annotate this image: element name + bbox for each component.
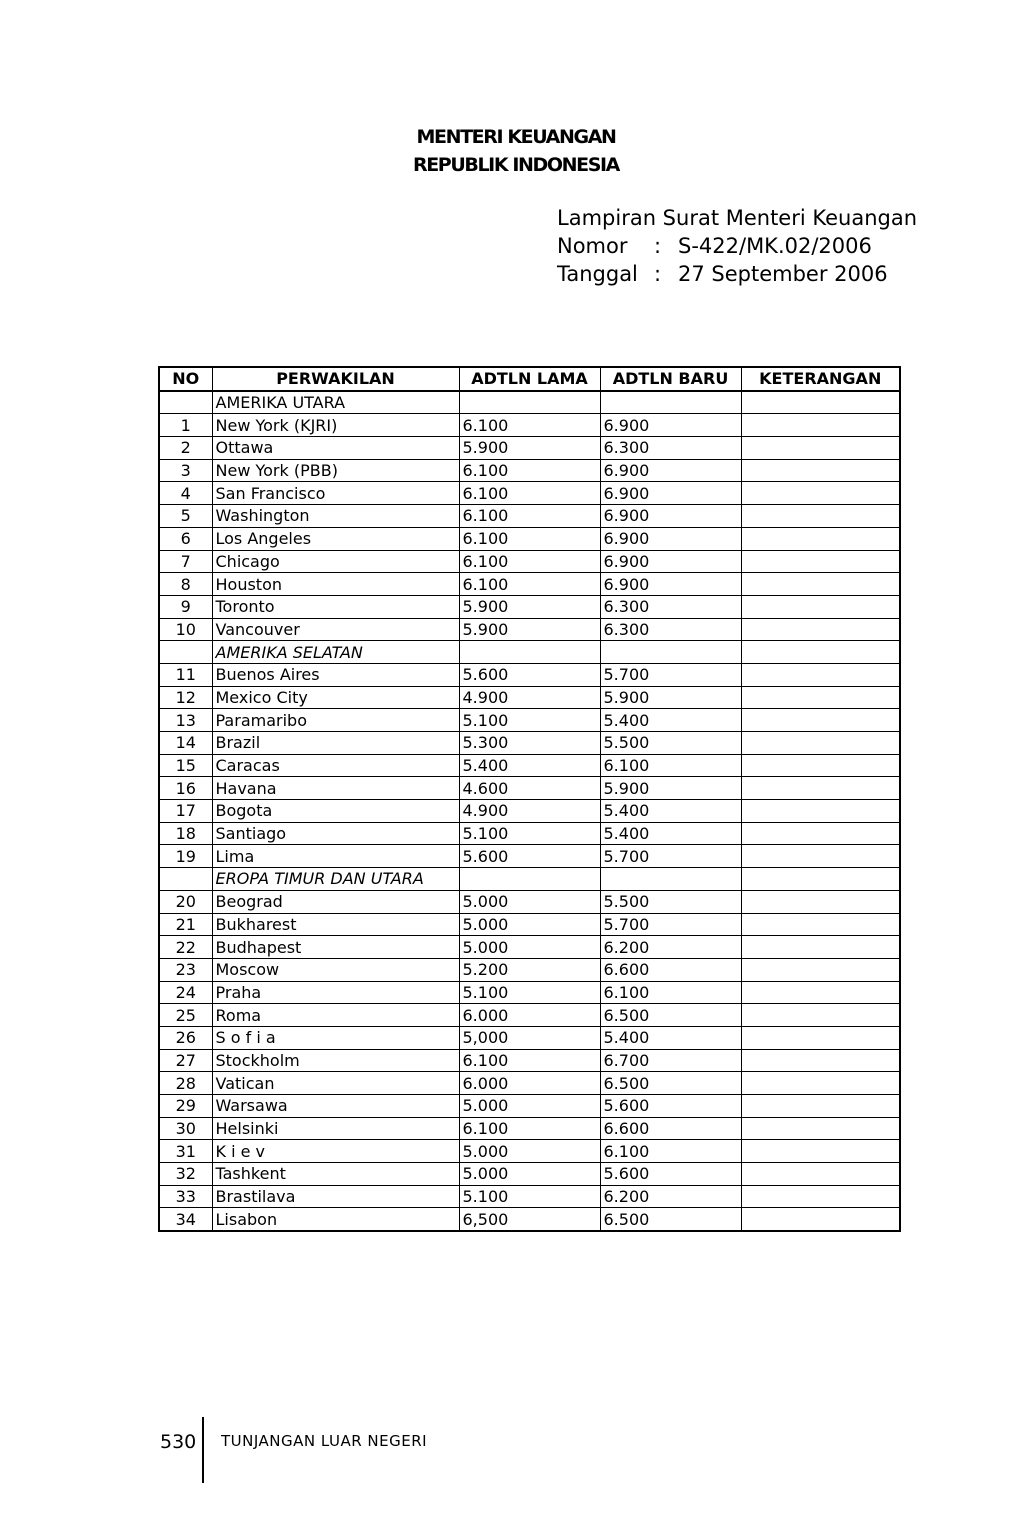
adtln-baru-cell: 5.600 bbox=[600, 1163, 741, 1186]
keterangan-cell bbox=[741, 573, 900, 596]
adtln-baru-cell: 6.900 bbox=[600, 482, 741, 505]
table-row bbox=[159, 505, 900, 528]
perwakilan-cell: Bukharest bbox=[212, 913, 459, 936]
perwakilan-cell: Warsawa bbox=[212, 1095, 459, 1118]
row-number: 33 bbox=[159, 1185, 212, 1208]
table-row bbox=[159, 800, 900, 823]
perwakilan-cell: Praha bbox=[212, 981, 459, 1004]
perwakilan-cell: Moscow bbox=[212, 958, 459, 981]
keterangan-cell bbox=[741, 437, 900, 460]
keterangan-cell bbox=[741, 981, 900, 1004]
perwakilan-cell: Havana bbox=[212, 777, 459, 800]
col-header-perwakilan: PERWAKILAN bbox=[212, 367, 459, 391]
adtln-baru-cell bbox=[600, 641, 741, 664]
adtln-baru-cell: 6.100 bbox=[600, 1140, 741, 1163]
keterangan-cell bbox=[741, 595, 900, 618]
adtln-lama-cell: 5.000 bbox=[459, 913, 600, 936]
adtln-lama-cell: 5.100 bbox=[459, 709, 600, 732]
row-number bbox=[159, 641, 212, 664]
row-number: 31 bbox=[159, 1140, 212, 1163]
adtln-lama-cell: 5.300 bbox=[459, 732, 600, 755]
perwakilan-cell: Buenos Aires bbox=[212, 663, 459, 686]
adtln-lama-cell: 5,000 bbox=[459, 1026, 600, 1049]
nomor-separator: : bbox=[654, 234, 662, 258]
adtln-baru-cell: 5.700 bbox=[600, 663, 741, 686]
adtln-lama-cell: 6.100 bbox=[459, 573, 600, 596]
nomor-value: S-422/MK.02/2006 bbox=[678, 234, 872, 258]
table-row bbox=[159, 459, 900, 482]
row-number: 22 bbox=[159, 936, 212, 959]
row-number: 27 bbox=[159, 1049, 212, 1072]
lampiran-title: Lampiran Surat Menteri Keuangan bbox=[557, 206, 918, 230]
row-number: 28 bbox=[159, 1072, 212, 1095]
row-number: 4 bbox=[159, 482, 212, 505]
perwakilan-cell: Ottawa bbox=[212, 437, 459, 460]
keterangan-cell bbox=[741, 754, 900, 777]
perwakilan-cell: Brastilava bbox=[212, 1185, 459, 1208]
perwakilan-cell: AMERIKA SELATAN bbox=[212, 641, 459, 664]
adtln-lama-cell: 4.900 bbox=[459, 800, 600, 823]
adtln-lama-cell: 5.000 bbox=[459, 1163, 600, 1186]
table-row bbox=[159, 686, 900, 709]
perwakilan-cell: New York (PBB) bbox=[212, 459, 459, 482]
footer-section-title: TUNJANGAN LUAR NEGERI bbox=[221, 1432, 428, 1450]
perwakilan-cell: Helsinki bbox=[212, 1117, 459, 1140]
lampiran-block bbox=[557, 204, 917, 288]
perwakilan-cell: S o f i a bbox=[212, 1026, 459, 1049]
adtln-lama-cell: 5.000 bbox=[459, 1095, 600, 1118]
table-row bbox=[159, 1208, 900, 1231]
table-row bbox=[159, 595, 900, 618]
adtln-lama-cell: 5.900 bbox=[459, 437, 600, 460]
row-number: 34 bbox=[159, 1208, 212, 1231]
perwakilan-cell: Toronto bbox=[212, 595, 459, 618]
table-row bbox=[159, 1117, 900, 1140]
keterangan-cell bbox=[741, 845, 900, 868]
table-row bbox=[159, 936, 900, 959]
table-row bbox=[159, 1049, 900, 1072]
table-row bbox=[159, 732, 900, 755]
perwakilan-cell: Budhapest bbox=[212, 936, 459, 959]
row-number: 17 bbox=[159, 800, 212, 823]
adtln-baru-cell: 6.600 bbox=[600, 1117, 741, 1140]
keterangan-cell bbox=[741, 550, 900, 573]
keterangan-cell bbox=[741, 1185, 900, 1208]
table-row bbox=[159, 958, 900, 981]
adtln-baru-cell bbox=[600, 868, 741, 891]
perwakilan-cell: Stockholm bbox=[212, 1049, 459, 1072]
table-row bbox=[159, 981, 900, 1004]
perwakilan-cell: AMERIKA UTARA bbox=[212, 391, 459, 414]
perwakilan-cell: Beograd bbox=[212, 890, 459, 913]
adtln-baru-cell: 6.500 bbox=[600, 1072, 741, 1095]
row-number: 11 bbox=[159, 663, 212, 686]
perwakilan-cell: Washington bbox=[212, 505, 459, 528]
row-number: 18 bbox=[159, 822, 212, 845]
perwakilan-cell: Lima bbox=[212, 845, 459, 868]
adtln-baru-cell: 6.100 bbox=[600, 981, 741, 1004]
keterangan-cell bbox=[741, 414, 900, 437]
adtln-baru-cell: 6.200 bbox=[600, 936, 741, 959]
keterangan-cell bbox=[741, 777, 900, 800]
perwakilan-cell: Roma bbox=[212, 1004, 459, 1027]
row-number: 10 bbox=[159, 618, 212, 641]
adtln-lama-cell: 4.900 bbox=[459, 686, 600, 709]
keterangan-cell bbox=[741, 618, 900, 641]
table-row bbox=[159, 663, 900, 686]
adtln-lama-cell bbox=[459, 641, 600, 664]
row-number: 21 bbox=[159, 913, 212, 936]
row-number: 12 bbox=[159, 686, 212, 709]
tanggal-separator: : bbox=[654, 262, 662, 286]
adtln-lama-cell: 5.000 bbox=[459, 1140, 600, 1163]
adtln-lama-cell: 6.100 bbox=[459, 1049, 600, 1072]
table-row bbox=[159, 437, 900, 460]
document-heading bbox=[0, 123, 1024, 179]
row-number: 2 bbox=[159, 437, 212, 460]
table-row bbox=[159, 913, 900, 936]
adtln-lama-cell: 5.100 bbox=[459, 822, 600, 845]
adtln-baru-cell: 5.400 bbox=[600, 1026, 741, 1049]
col-header-keterangan: KETERANGAN bbox=[741, 367, 900, 391]
adtln-baru-cell: 6.500 bbox=[600, 1004, 741, 1027]
perwakilan-cell: Paramaribo bbox=[212, 709, 459, 732]
allowance-table bbox=[158, 366, 901, 1232]
heading-line-1: MENTERI KEUANGAN bbox=[416, 126, 616, 148]
adtln-baru-cell: 6.900 bbox=[600, 550, 741, 573]
row-number: 29 bbox=[159, 1095, 212, 1118]
adtln-lama-cell: 6.100 bbox=[459, 414, 600, 437]
row-number: 24 bbox=[159, 981, 212, 1004]
adtln-baru-cell: 6.900 bbox=[600, 459, 741, 482]
row-number: 26 bbox=[159, 1026, 212, 1049]
perwakilan-cell: Brazil bbox=[212, 732, 459, 755]
keterangan-cell bbox=[741, 732, 900, 755]
table-header-row bbox=[159, 367, 900, 391]
table-row bbox=[159, 1185, 900, 1208]
keterangan-cell bbox=[741, 1140, 900, 1163]
adtln-baru-cell: 5.400 bbox=[600, 822, 741, 845]
adtln-baru-cell: 5.400 bbox=[600, 709, 741, 732]
keterangan-cell bbox=[741, 641, 900, 664]
adtln-lama-cell: 5.600 bbox=[459, 663, 600, 686]
adtln-baru-cell: 5.900 bbox=[600, 686, 741, 709]
keterangan-cell bbox=[741, 800, 900, 823]
row-number: 19 bbox=[159, 845, 212, 868]
table-row bbox=[159, 414, 900, 437]
row-number: 23 bbox=[159, 958, 212, 981]
adtln-lama-cell: 5.600 bbox=[459, 845, 600, 868]
perwakilan-cell: Los Angeles bbox=[212, 527, 459, 550]
adtln-baru-cell: 6.900 bbox=[600, 414, 741, 437]
perwakilan-cell: Caracas bbox=[212, 754, 459, 777]
keterangan-cell bbox=[741, 1026, 900, 1049]
keterangan-cell bbox=[741, 1049, 900, 1072]
perwakilan-cell: Vatican bbox=[212, 1072, 459, 1095]
tanggal-value: 27 September 2006 bbox=[678, 262, 888, 286]
perwakilan-cell: Chicago bbox=[212, 550, 459, 573]
page-number: 530 bbox=[160, 1431, 197, 1453]
row-number: 3 bbox=[159, 459, 212, 482]
adtln-lama-cell: 5.400 bbox=[459, 754, 600, 777]
perwakilan-cell: EROPA TIMUR DAN UTARA bbox=[212, 868, 459, 891]
adtln-baru-cell bbox=[600, 391, 741, 414]
row-number: 15 bbox=[159, 754, 212, 777]
adtln-baru-cell: 6.200 bbox=[600, 1185, 741, 1208]
table-row bbox=[159, 822, 900, 845]
keterangan-cell bbox=[741, 1163, 900, 1186]
adtln-lama-cell: 5.200 bbox=[459, 958, 600, 981]
adtln-baru-cell: 6.300 bbox=[600, 437, 741, 460]
perwakilan-cell: Santiago bbox=[212, 822, 459, 845]
region-row bbox=[159, 391, 900, 414]
table-row bbox=[159, 1163, 900, 1186]
table-row bbox=[159, 550, 900, 573]
keterangan-cell bbox=[741, 1072, 900, 1095]
keterangan-cell bbox=[741, 890, 900, 913]
col-header-adtln-baru: ADTLN BARU bbox=[600, 367, 741, 391]
table-row bbox=[159, 1095, 900, 1118]
row-number: 20 bbox=[159, 890, 212, 913]
table-row bbox=[159, 1026, 900, 1049]
keterangan-cell bbox=[741, 686, 900, 709]
tanggal-label: Tanggal bbox=[557, 262, 638, 286]
row-number: 1 bbox=[159, 414, 212, 437]
adtln-lama-cell: 6.100 bbox=[459, 505, 600, 528]
keterangan-cell bbox=[741, 1095, 900, 1118]
perwakilan-cell: Houston bbox=[212, 573, 459, 596]
adtln-baru-cell: 6.100 bbox=[600, 754, 741, 777]
perwakilan-cell: Mexico City bbox=[212, 686, 459, 709]
adtln-baru-cell: 5.700 bbox=[600, 913, 741, 936]
adtln-lama-cell: 5.100 bbox=[459, 1185, 600, 1208]
keterangan-cell bbox=[741, 505, 900, 528]
keterangan-cell bbox=[741, 391, 900, 414]
perwakilan-cell: Vancouver bbox=[212, 618, 459, 641]
table-row bbox=[159, 573, 900, 596]
adtln-lama-cell: 6,500 bbox=[459, 1208, 600, 1231]
row-number: 9 bbox=[159, 595, 212, 618]
perwakilan-cell: Lisabon bbox=[212, 1208, 459, 1231]
adtln-baru-cell: 5.500 bbox=[600, 732, 741, 755]
adtln-lama-cell: 6.000 bbox=[459, 1072, 600, 1095]
perwakilan-cell: San Francisco bbox=[212, 482, 459, 505]
row-number: 30 bbox=[159, 1117, 212, 1140]
keterangan-cell bbox=[741, 663, 900, 686]
adtln-baru-cell: 6.600 bbox=[600, 958, 741, 981]
keterangan-cell bbox=[741, 709, 900, 732]
keterangan-cell bbox=[741, 459, 900, 482]
adtln-baru-cell: 6.700 bbox=[600, 1049, 741, 1072]
adtln-lama-cell: 6.100 bbox=[459, 1117, 600, 1140]
table-body bbox=[159, 391, 900, 1231]
keterangan-cell bbox=[741, 958, 900, 981]
keterangan-cell bbox=[741, 1117, 900, 1140]
table-row bbox=[159, 845, 900, 868]
perwakilan-cell: K i e v bbox=[212, 1140, 459, 1163]
row-number: 6 bbox=[159, 527, 212, 550]
row-number bbox=[159, 391, 212, 414]
perwakilan-cell: Bogota bbox=[212, 800, 459, 823]
keterangan-cell bbox=[741, 913, 900, 936]
adtln-baru-cell: 5.600 bbox=[600, 1095, 741, 1118]
row-number: 25 bbox=[159, 1004, 212, 1027]
table-row bbox=[159, 777, 900, 800]
col-header-adtln-lama: ADTLN LAMA bbox=[459, 367, 600, 391]
adtln-lama-cell: 5.000 bbox=[459, 936, 600, 959]
adtln-baru-cell: 6.900 bbox=[600, 527, 741, 550]
table-row bbox=[159, 482, 900, 505]
adtln-baru-cell: 5.400 bbox=[600, 800, 741, 823]
keterangan-cell bbox=[741, 1004, 900, 1027]
col-header-no: NO bbox=[159, 367, 212, 391]
adtln-baru-cell: 6.500 bbox=[600, 1208, 741, 1231]
footer-divider bbox=[202, 1417, 204, 1483]
nomor-label: Nomor bbox=[557, 234, 628, 258]
adtln-lama-cell: 5.900 bbox=[459, 618, 600, 641]
table-row bbox=[159, 709, 900, 732]
row-number: 16 bbox=[159, 777, 212, 800]
keterangan-cell bbox=[741, 868, 900, 891]
adtln-baru-cell: 5.900 bbox=[600, 777, 741, 800]
adtln-baru-cell: 6.900 bbox=[600, 505, 741, 528]
adtln-baru-cell: 6.900 bbox=[600, 573, 741, 596]
row-number bbox=[159, 868, 212, 891]
adtln-baru-cell: 6.300 bbox=[600, 595, 741, 618]
row-number: 14 bbox=[159, 732, 212, 755]
adtln-baru-cell: 5.700 bbox=[600, 845, 741, 868]
adtln-lama-cell: 6.100 bbox=[459, 527, 600, 550]
adtln-lama-cell bbox=[459, 391, 600, 414]
row-number: 5 bbox=[159, 505, 212, 528]
keterangan-cell bbox=[741, 527, 900, 550]
adtln-lama-cell: 5.900 bbox=[459, 595, 600, 618]
keterangan-cell bbox=[741, 482, 900, 505]
table-row bbox=[159, 1004, 900, 1027]
table-row bbox=[159, 754, 900, 777]
row-number: 8 bbox=[159, 573, 212, 596]
table-row bbox=[159, 1072, 900, 1095]
region-row bbox=[159, 641, 900, 664]
row-number: 13 bbox=[159, 709, 212, 732]
table-row bbox=[159, 890, 900, 913]
table-row bbox=[159, 1140, 900, 1163]
adtln-lama-cell: 4.600 bbox=[459, 777, 600, 800]
adtln-baru-cell: 6.300 bbox=[600, 618, 741, 641]
row-number: 7 bbox=[159, 550, 212, 573]
table-row bbox=[159, 527, 900, 550]
adtln-lama-cell: 6.100 bbox=[459, 482, 600, 505]
adtln-lama-cell: 6.100 bbox=[459, 550, 600, 573]
keterangan-cell bbox=[741, 936, 900, 959]
heading-line-2: REPUBLIK INDONESIA bbox=[413, 154, 619, 176]
adtln-lama-cell: 5.100 bbox=[459, 981, 600, 1004]
keterangan-cell bbox=[741, 1208, 900, 1231]
adtln-lama-cell bbox=[459, 868, 600, 891]
region-row bbox=[159, 868, 900, 891]
keterangan-cell bbox=[741, 822, 900, 845]
adtln-baru-cell: 5.500 bbox=[600, 890, 741, 913]
adtln-lama-cell: 6.000 bbox=[459, 1004, 600, 1027]
perwakilan-cell: Tashkent bbox=[212, 1163, 459, 1186]
perwakilan-cell: New York (KJRI) bbox=[212, 414, 459, 437]
adtln-lama-cell: 6.100 bbox=[459, 459, 600, 482]
table-row bbox=[159, 618, 900, 641]
row-number: 32 bbox=[159, 1163, 212, 1186]
adtln-lama-cell: 5.000 bbox=[459, 890, 600, 913]
